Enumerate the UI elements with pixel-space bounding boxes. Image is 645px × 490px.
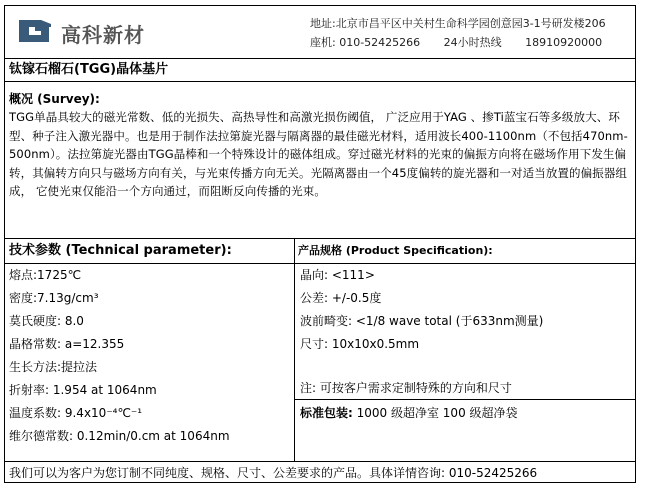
spec-row: 晶向: <111> xyxy=(300,268,375,282)
company-name: 高科新材 xyxy=(61,23,145,47)
address: 地址:北京市昌平区中关村生命科学园创意园3-1号研发楼206 xyxy=(310,17,606,30)
product-title: 钛镓石榴石(TGG)晶体基片 xyxy=(5,58,635,82)
hotline-label: 24小时热线 xyxy=(443,36,502,49)
packaging xyxy=(294,399,635,425)
param-row: 维尔德常数: 0.12min/0.cm at 1064nm xyxy=(9,429,230,443)
header xyxy=(5,6,635,59)
spec-row: 波前畸变: <1/8 wave total (于633nm测量) xyxy=(300,314,544,328)
param-row: 生长方法:提拉法 xyxy=(9,360,98,374)
overview-section xyxy=(5,83,635,239)
spec-row: 公差: +/-0.5度 xyxy=(300,291,382,305)
param-row: 温度系数: 9.4x10⁻⁴℃⁻¹ xyxy=(9,406,143,420)
product-specification xyxy=(294,239,635,461)
custom-note: 注: 可按客户需求定制特殊的方向和尺寸 xyxy=(300,381,512,395)
technical-parameters xyxy=(5,239,295,461)
param-row: 密度:7.13g/cm³ xyxy=(9,291,99,305)
packaging-label: 标准包装: xyxy=(300,406,353,420)
packaging-value: 1000 级超净室 100 级超净袋 xyxy=(352,406,518,420)
param-row: 莫氏硬度: 8.0 xyxy=(9,314,84,328)
spec-row: 尺寸: 10x10x0.5mm xyxy=(300,337,420,351)
param-row: 折射率: 1.954 at 1064nm xyxy=(9,383,157,397)
company-logo xyxy=(15,16,165,46)
overview-heading: 概况 (Survey): xyxy=(9,92,100,106)
logo-mark-icon xyxy=(15,16,55,46)
param-row: 熔点:1725℃ xyxy=(9,268,82,282)
hotline-number: 18910920000 xyxy=(525,36,603,49)
param-row: 晶格常数: a=12.355 xyxy=(9,337,125,351)
technical-heading: 技术参数 (Technical parameter): xyxy=(5,239,294,264)
overview-body: TGG单晶具较大的磁光常数、低的光损失、高热导性和高激光损伤阈值， 广泛应用于YAG 、掺Ti蓝宝石等多级放大、环型、种子注入激光器中。也是用于制作法拉第旋光器与隔离器的最佳磁光材料，适用波长400-1100nm（不包括470nm-500nm）。法拉第旋光器由TGG晶棒和一个特殊设计的磁体组成。穿过磁光材料的光束的偏振方向将在磁场作用下发生偏转，其偏转方向只与磁场方向有关，与光束传播方向无关。光隔离器由一个45度偏转的旋光器和一对适当放置的偏振器组成， 它使光束仅能沿一个方向通过，而阻断反向传播的光束。 xyxy=(9,110,628,198)
specification-heading: 产品规格 (Product Specification): xyxy=(294,239,635,264)
contact-info xyxy=(310,14,622,52)
product-sheet xyxy=(4,5,636,483)
footer-note: 我们可以为客户为您订制不同纯度、规格、尺寸、公差要求的产品。具体详情咨询: 010-52425266 xyxy=(5,461,635,483)
landline-phone: 座机: 010-52425266 xyxy=(310,36,421,49)
